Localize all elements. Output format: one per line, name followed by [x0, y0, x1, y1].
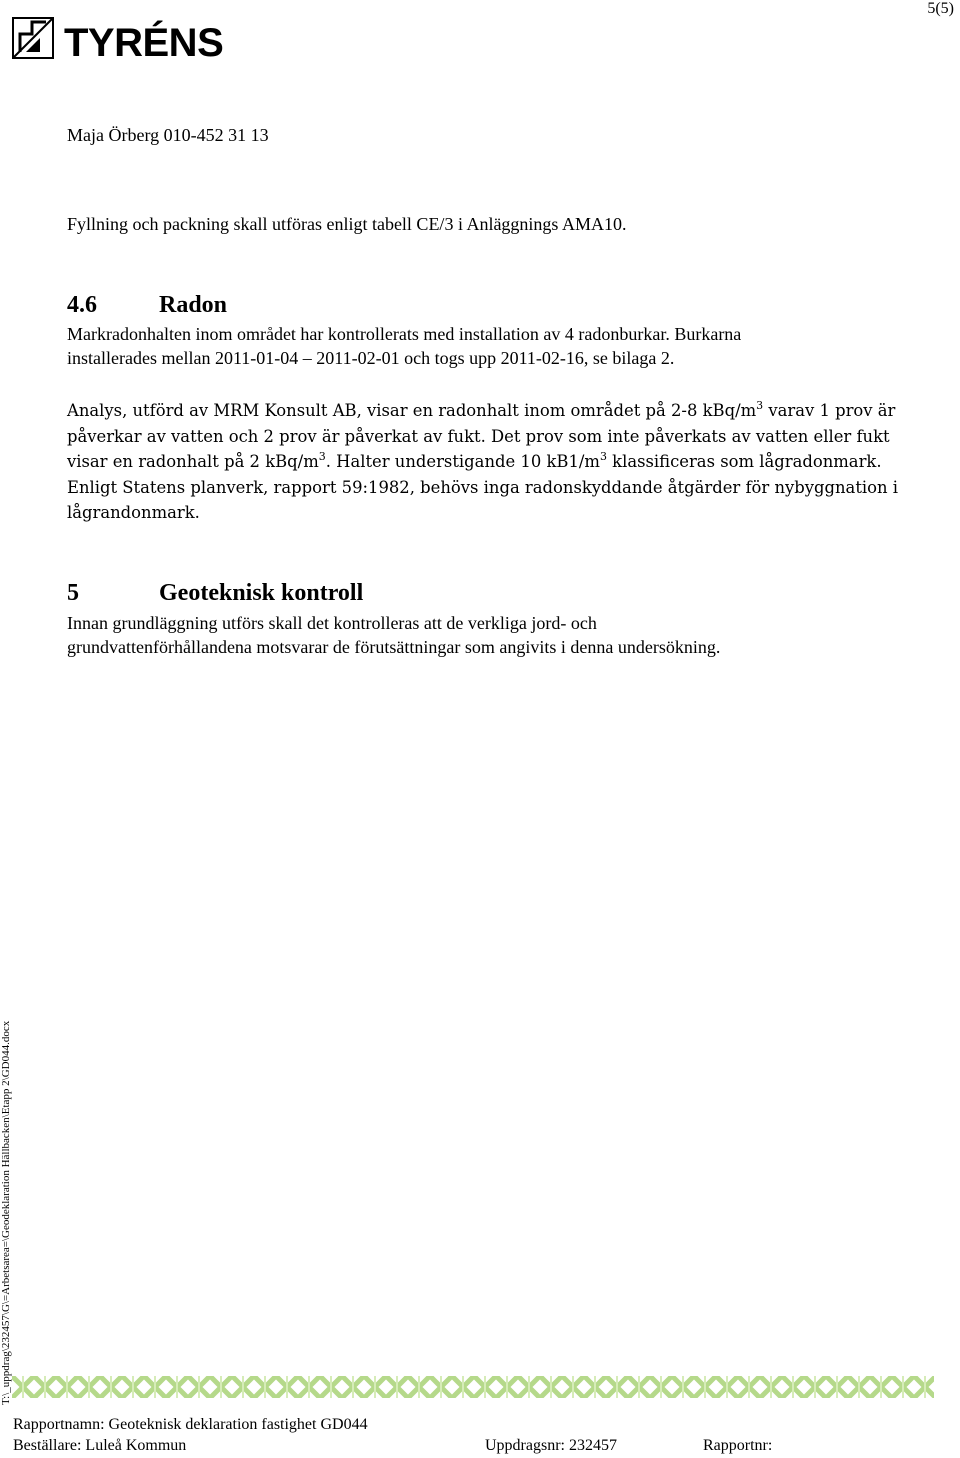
footer-report-number: Rapportnr: — [703, 1437, 773, 1454]
section-heading-radon — [67, 292, 227, 319]
section-title: Geoteknisk kontroll — [159, 580, 364, 606]
page-number: 5(5) — [927, 0, 954, 17]
logo-wordmark: TYRÉNS — [64, 21, 224, 60]
section-heading-geoteknisk-kontroll — [67, 580, 363, 607]
section-number: 4.6 — [67, 292, 97, 318]
geoteknisk-paragraph — [67, 611, 927, 659]
fill-sentence: Fyllning och packning skall utföras enligt tabell CE/3 i Anläggnings AMA10. — [67, 214, 627, 234]
cross-hatch-band — [12, 1376, 934, 1398]
radon-paragraph-1 — [67, 322, 927, 370]
radon-paragraph-2 — [67, 398, 927, 526]
footer-report-name: Rapportnamn: Geoteknisk deklaration fastighet GD044 — [13, 1416, 368, 1433]
text-run: varav 1 prov är påverkar av vatten och 2 prov är påverkat av fukt. Det prov som inte påverkats av vatten eller fukt visar en radonhalt på 2 kBq/m — [67, 401, 896, 471]
section-title: Radon — [159, 292, 228, 318]
tyrens-logo-mark-icon — [12, 14, 240, 60]
radon-paragraph-1-line-1: Markradonhalten inom området har kontrollerats med installation av 4 radonburkar. Burkarna — [67, 324, 742, 344]
section-number: 5 — [67, 580, 79, 606]
superscript: 3 — [599, 450, 607, 463]
superscript: 3 — [756, 399, 764, 412]
radon-paragraph-1-line-2: installerades mellan 2011-01-04 – 2011-02-01 och togs upp 2011-02-16, se bilaga 2. — [67, 348, 675, 368]
text-run: klassificeras som lågradonmark. Enligt Statens planverk, rapport 59:1982, behövs inga radonskyddande åtgärder för nybyggnation i lågrandonmark. — [67, 452, 899, 522]
margin-file-path: T:\_uppdrag\232457\G\=Arbetsarea=\Geodeklaration Hällbacken\Etapp 2\GD044.docx — [0, 1020, 12, 1405]
company-logo — [12, 14, 240, 60]
text-run: . Halter understigande 10 kB1/m — [325, 452, 600, 471]
footer-client: Beställare: Luleå Kommun — [13, 1437, 187, 1454]
geoteknisk-paragraph-line-1: Innan grundläggning utförs skall det kontrolleras att de verkliga jord- och — [67, 613, 597, 633]
footer-assignment-number: Uppdragsnr: 232457 — [485, 1437, 617, 1454]
text-run: Analys, utförd av MRM Konsult AB, visar en radonhalt inom området på 2-8 kBq/m — [67, 401, 757, 420]
geoteknisk-paragraph-line-2: grundvattenförhållandena motsvarar de förutsättningar som angivits i denna undersökning. — [67, 637, 721, 657]
footer-decorative-band — [12, 1376, 934, 1398]
author-line: Maja Örberg 010-452 31 13 — [67, 125, 269, 145]
superscript: 3 — [318, 450, 326, 463]
